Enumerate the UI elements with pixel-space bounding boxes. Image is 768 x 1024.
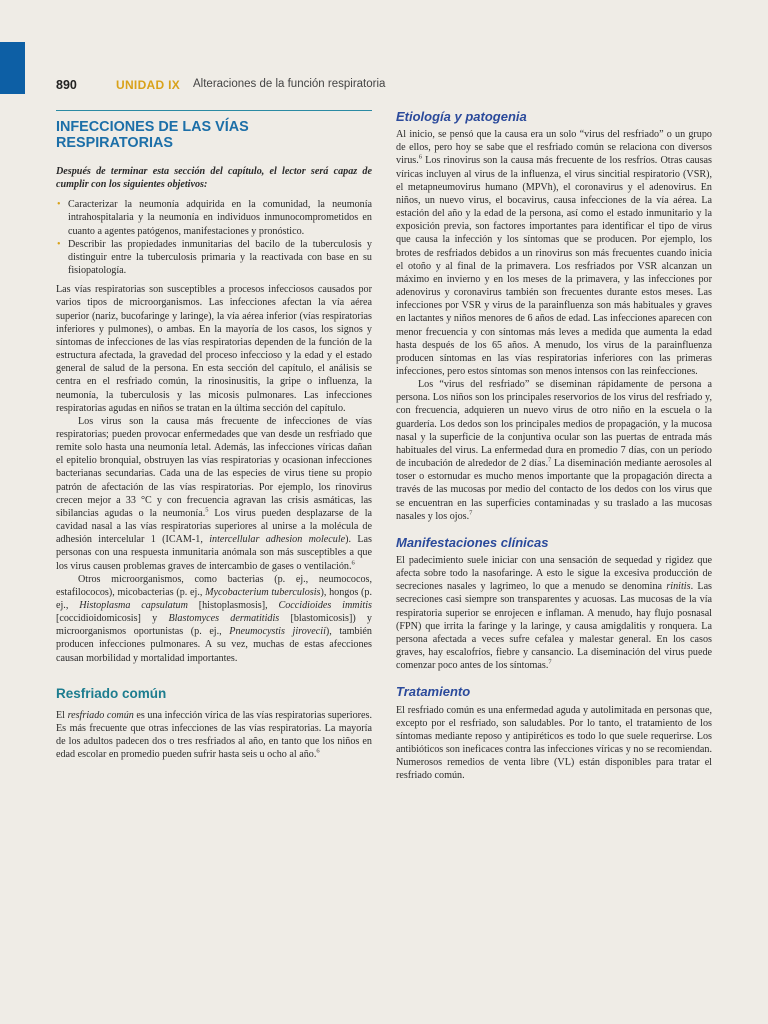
treatment-paragraph: El resfriado común es una enfermedad aguda y autolimitada en personas que, excepto por el resfriado, son saludables. Por lo tanto, el tratamiento de los síntomas mediante reposo y antipiréticos es todo lo que suele requerirse. Los antibióticos son ineficaces contra las infecciones víricas y no se recomiendan. Numerosos remedios de venta libre (VL) están disponibles para tratar el resfriado común. (396, 704, 712, 782)
heading-etiologia: Etiología y patogenia (396, 109, 527, 124)
objectives-intro: Después de terminar esta sección del capítulo, el lector será capaz de cumplir con los siguientes objetivos: (56, 166, 372, 191)
running-header (56, 78, 736, 96)
objectives-list (56, 198, 372, 277)
manifestations-paragraph: El padecimiento suele iniciar con una sensación de sequedad y rigidez que afecta sobre todo la nasofaringe. A esto le sigue la excesiva producción de secreciones nasales y lagrimeo, lo que a menudo se denomina rinitis. Las secreciones casi siempre son transparentes y acuosas. Las mucosas de la vía respiratoria superior se enrojecen e inflaman. A menudo, hay flujo posnasal (FPN) que irrita la faringe y la laringe, y causa amigdalitis y ronquera. La persona afectada a veces sufre cefalea y malestar general. En los casos graves, hay escalofríos, fiebre y cansancio. La diseminación del virus puede comenzar poco antes de los síntomas.$^7$ (396, 555, 713, 672)
title-rule (56, 110, 372, 111)
common-cold-paragraph: El resfriado común es una infección vírica de las vías respiratorias superiores. Es más frecuente que otras infecciones de las vías respiratorias. La mayoría de los adultos padecen dos o tres resfriados al año, en tanto que los niños en edad escolar en promedio pueden sufrir hasta seis u ocho al año.$^6$ (56, 709, 372, 761)
transmission-paragraph: Los “virus del resfriado” se diseminan rápidamente de persona a persona. Los niños son los principales reservorios de los virus del resfriado y, con frecuencia, adquieren un nuevo virus de otro niño en la escuela o la guardería. Los dedos son los principales medios de propagación, y la mucosa nasal y la superficie de la conjuntiva ocular son las puertas de entrada más habituales del virus. La enfermedad dura en promedio 7 días, con un período de incubación de alrededor de 2 días.$^7$ La diseminación mediante aerosoles al toser o estornudar es mucho menos importante que la propagación directa a través de las mucosas por medio del contacto de los dedos con los virus que se encuentran en las superficies contaminadas y su traslado a las mucosas nasales y los ojos.$^7$ (396, 379, 712, 522)
objective-item: • Describir las propiedades inmunitarias del bacilo de la tuberculosis y distinguir entre la tuberculosis primaria y la reactivada con base en su fisiopatología. (56, 238, 372, 277)
section-title-line-2: RESPIRATORIAS (56, 135, 174, 151)
heading-resfriado-comun: Resfriado común (56, 685, 167, 701)
heading-tratamiento: Tratamiento (396, 684, 471, 700)
chapter-edge-tab (0, 42, 25, 94)
unit-label: UNIDAD IX (116, 78, 181, 92)
heading-manifestaciones: Manifestaciones clínicas (396, 534, 549, 550)
right-column (396, 106, 712, 783)
section-title (56, 119, 372, 151)
section-title-line-1: INFECCIONES DE LAS VÍAS (56, 119, 249, 135)
objective-item: • Caracterizar la neumonía adquirida en la comunidad, la neumonía intrahospitalaria y la neumonía en individuos inmunocomprometidos en cuanto a agentes patógenos, manifestaciones y pronóstico. (56, 198, 372, 237)
page-number: 890 (56, 78, 77, 92)
etiology-paragraph: Al inicio, se pensó que la causa era un solo “virus del resfriado” o un grupo de ellos, pero hoy se sabe que el resfriado común se relaciona con diversos virus.$^6$ Los rinovirus son la causa más frecuente de los resfríos. Otras causas víricas incluyen al virus de la influenza, el virus sincitial respiratorio (VSR), el metapneumovirus humano (MPVh), el coronavirus y el adenovirus. En niños, un nuevo virus, el bocavirus, causa infecciones de la vía aérea. La estación del año y la edad de la persona, así como el estado inmunitario y la exposición previa, son factores importantes para identificar el tipo de virus que causa la infección y los síntomas que se producen. Por ejemplo, los brotes de resfriados debidos a un rinovirus son más frecuentes cuando inicia el otoño y al final de la primavera. Los resfriados por VSR alcanzan un máximo en invierno y en los meses de la primavera, y las infecciones por adenovirus y coronavirus también son frecuentes durante estos meses. Las infecciones por VSR y virus de la parainfluenza son más habituales y graves en lactantes y niños menores de 6 años de edad. Las infecciones aparecen con menor frecuencia y con síntomas más leves a medida que aumenta la edad hasta después de los 65 años. A menudo, los virus de la parainfluenza producen síntomas en las vías respiratorias inferiores con las primeras infecciones, pero estos síntomas son menos intensos con las reinfecciones. (396, 129, 712, 377)
intro-paragraph: Las vías respiratorias son susceptibles a procesos infecciosos causados por varios tipos de microorganismos. Las infecciones afectan la vía aérea superior (nariz, bucofaringe y laringe), la vía aérea inferior (vías respiratorias inferiores y pulmones), o ambas. En la mayoría de los casos, los signos y síntomas de infecciones de las vías respiratorias dependen de la función de la estructura afectada, la gravedad del proceso infeccioso y la edad y el estado general de salud de la persona. En esta sección del capítulo, el análisis se centra en el resfriado común, la rinosinusitis, la gripe o influenza, la neumonía, la tuberculosis y las micosis pulmonares. Las infecciones respiratorias agudas en niños se tratan en la última sección del capítulo. (56, 284, 372, 414)
microorganisms-paragraph: Otros microorganismos, como bacterias (p. ej., neumococos, estafilococos), micobacterias (p. ej., Mycobacterium tuberculosis), hongos (p. ej., Histoplasma capsulatum [histoplasmosis], Coccidioides immitis [coccidioidomicosis] y Blastomyces dermatitidis [blastomicosis]) y microorganismos oportunistas (p. ej., Pneumocystis jirovecii), también producen infecciones pulmonares. A su vez, muchas de estas afecciones causan morbilidad y mortalidad importantes. (56, 573, 372, 664)
left-column (56, 110, 372, 762)
unit-title: Alteraciones de la función respiratoria (193, 78, 386, 90)
viruses-paragraph: Los virus son la causa más frecuente de infecciones de vías respiratorias; pueden provocar enfermedades que van desde un resfriado que remite solo hasta una neumonía letal. Además, las infecciones víricas dañan el epitelio bronquial, obstruyen las vías respiratorias y ocasionan infecciones bacterianas secundarias. Cada una de las especies de virus tiene su propio patrón de afectación de las vías respiratorias. Por ejemplo, los rinovirus crecen mejor a 33 °C y con frecuencia agravan las crisis asmáticas, las sibilancias agudas o la neumonía.$^5$ Los virus pueden desplazarse de la cavidad nasal a las vías respiratorias superiores al unirse a la molécula de adhesión intercelular 1 (ICAM-1, intercellular adhesion molecule). Las personas con una respuesta inmunitaria anómala son más susceptibles a que los virus causen problemas graves de intercambio de gases o ventilación.$^6$ (56, 415, 372, 572)
